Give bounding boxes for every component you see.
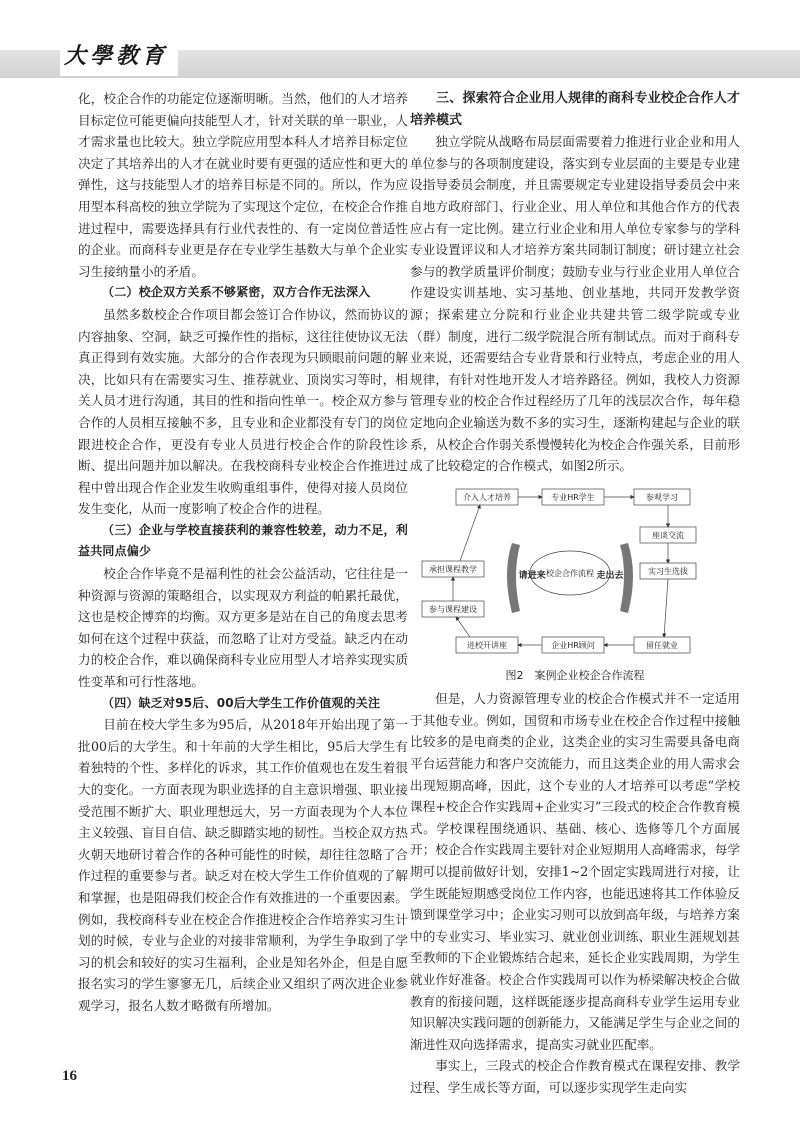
node-label: 进校开讲座 xyxy=(467,640,507,650)
journal-masthead: 大學教育 xyxy=(60,36,178,76)
node-label: 留任就业 xyxy=(646,640,678,650)
paragraph: 事实上，三段式的校企合作教育模式在课程安排、教学过程、学生成长等方面，可以逐步实现学生走向实 xyxy=(410,1058,740,1095)
page-number: 16 xyxy=(62,1068,77,1084)
paragraph: 虽然多数校企合作项目都会签订合作协议，然而协议的内容抽象、空洞，缺乏可操作性的指标，这往往使协议无法真正得到有效实施。大部分的合作表现为只顾眼前问题的解决，比如只有在需要实习生、推荐就业、顶岗实习等时，相关人员才进行沟通，其目的性和指向性单一。校企双方参与合作的人员相互接触不多，且专业和企业都没有专门的岗位跟进校企合作，更没有专业人员进行校企合作的阶段性诊断、提出问题并加以解决。在我校商科专业校企合作推进过程中曾出现合作企业发生收购重组事件，使得对接人员岗位发生变化，从而一度影响了校企合作的进程。 xyxy=(78,306,408,517)
arrow xyxy=(664,579,668,637)
node-label: 介入人才培养 xyxy=(463,492,511,502)
figure-caption: 图2 案例企业校企合作流程 xyxy=(505,668,645,682)
node-label: 座谈交流 xyxy=(652,530,684,540)
section-heading: 三、探索符合企业用人规律的商科专业校企合作人才培养模式 xyxy=(410,91,740,128)
node-label: 企业HR顾问 xyxy=(551,640,595,650)
node-label: 实习生选拔 xyxy=(648,566,688,576)
figure-2-flowchart xyxy=(420,483,730,663)
subsection-heading: （二）校企双方关系不够紧密，双方合作无法深入 xyxy=(102,285,371,300)
node-label: 承担课程教学 xyxy=(429,564,477,574)
paragraph: 但是，人力资源管理专业的校企合作模式并不一定适用于其他专业。例如，国贸和市场专业在校企合作过程中接触比较多的是电商类的企业，这类企业的实习生需要具备电商平台运营能力和客户交流能力，而且这类企业的用人需求会出现短期高峰，因此，这个专业的人才培养可以考虑“学校课程+校企合作实践周+企业实习”三段式的校企合作教育模式。学校课程围绕通识、基础、核心、选修等几个方面展开；校企合作实践周主要针对企业短期用人高峰需求，每学期可以提前做好计划，安排1~2个固定实践周进行对接，让学生既能短期感受岗位工作内容，也能迅速将其工作体验反馈到课堂学习中；企业实习则可以放到高年级，与培养方案中的专业实习、毕业实习、就业创业训练、职业生涯规划甚至教师的下企业锻炼结合起来，延长企业实践周期，为学生就业作好准备。校企合作实践周可以作为桥梁解决校企合做教育的衔接问题，这样既能逐步提高商科专业学生运用专业知识解决实践问题的创新能力，又能满足学生与企业之间的渐进性双向选择需求，提高实习就业匹配率。 xyxy=(410,691,740,1052)
paragraph: 目前在校大学生多为95后，从2018年开始出现了第一批00后的大学生。和十年前的大学生相比，95后大学生有着独特的个性、多样化的诉求，其工作价值观也在发生着很大的变化。一方面表现为职业选择的自主意识增强、职业接受范围不断扩大、职业理想远大，另一方面表现为个人本位主义较强、盲目自信、缺乏脚踏实地的韧性。当校企双方热火朝天地研讨着合作的各种可能性的时候，却往往忽略了合作过程的重要参与者。缺乏对在校大学生工作价值观的了解和掌握，也是阻碍我们校企合作有效推进的一个重要因素。例如，我校商科专业在校企合作推进校企合作培养实习生计划的时候，专业与企业的对接非常顺利，为学生争取到了学习的机会和较好的实习生福利，企业是知名外企，但是自愿报名实习的学生寥寥无几，后续企业又组织了两次进企业参观学习，报名人数才略微有所增加。 xyxy=(78,717,408,1013)
node-label: 参与课程建设 xyxy=(429,604,477,614)
flowchart-svg xyxy=(420,483,730,663)
paragraph: 化，校企合作的功能定位逐渐明晰。当然，他们的人才培养目标定位可能更偏向技能型人才，针对关联的单一职业，人才需求量也比较大。独立学院应用型本科人才培养目标定位决定了其培养出的人才在就业时要有更强的适应性和更大的弹性，这与技能型人才的培养目标是不同的。所以，作为应用型本科高校的独立学院为了实现这个定位，在校企合作推进过程中，需要选择具有行业代表性的、有一定岗位普适性的企业。而商科专业更是存在专业学生基数大与单个企业实习生接纳量小的矛盾。 xyxy=(78,91,408,279)
node-label: 参观学习 xyxy=(646,492,678,502)
left-arrow-label: 请进来 xyxy=(518,570,546,581)
paragraph: 独立学院从战略布局层面需要着力推进行业企业和用人单位参与的各项制度建设，落实到专业层面的主要是专业建设指导委员会制度，并且需要规定专业建设指导委员会中来自地方政府部门、行业企业、用人单位和其他合作方的代表应占有一定比例。建立行业企业和用人单位专家参与的学科专业设置评议和人才培养方案共同制订制度；研讨建立社会参与的教学质量评价制度；鼓励专业与行业企业用人单位合作建设实训基地、实习基地、创业基地，共同开发教学资源；探索建立分院和行业企业共建共管二级学院或专业（群）制度，进行二级学院混合所有制试点。而对于商科专业来说，还需要结合专业背景和行业特点，考虑企业的用人规律，有针对性地开发人才培养路径。例如，我校人力资源管理专业的校企合作过程经历了几年的浅层次合作，每年稳定地向企业输送为数不多的实习生，逐渐构建起与企业的联系，从校企合作弱关系慢慢转化为校企合作强关系，目前形成了比较稳定的合作模式，如图2所示。 xyxy=(410,134,740,474)
left-column xyxy=(78,88,408,1017)
node-label: 专业HR学生 xyxy=(551,492,595,502)
arrow xyxy=(460,505,480,561)
right-column xyxy=(410,88,740,1099)
subsection-heading: （三）企业与学校直接获利的兼容性较差，动力不足，利益共同点偏少 xyxy=(78,522,408,559)
paragraph: 校企合作毕竟不是福利性的社会公益活动，它往往是一种资源与资源的策略组合，以实现双方利益的帕累托最优，这也是校企博弈的均衡。双方更多是站在自己的角度去思考如何在这个过程中获益，而忽略了让对方受益。缺乏内在动力的校企合作，难以确保商科专业应用型人才培养实现实质性变革和可行性落地。 xyxy=(78,566,408,690)
center-label: 校企合作流程 xyxy=(546,568,594,578)
right-arrow-label: 走出去 xyxy=(596,570,624,581)
arrow xyxy=(456,617,470,637)
subsection-heading: （四）缺乏对95后、00后大学生工作价值观的关注 xyxy=(102,695,381,710)
